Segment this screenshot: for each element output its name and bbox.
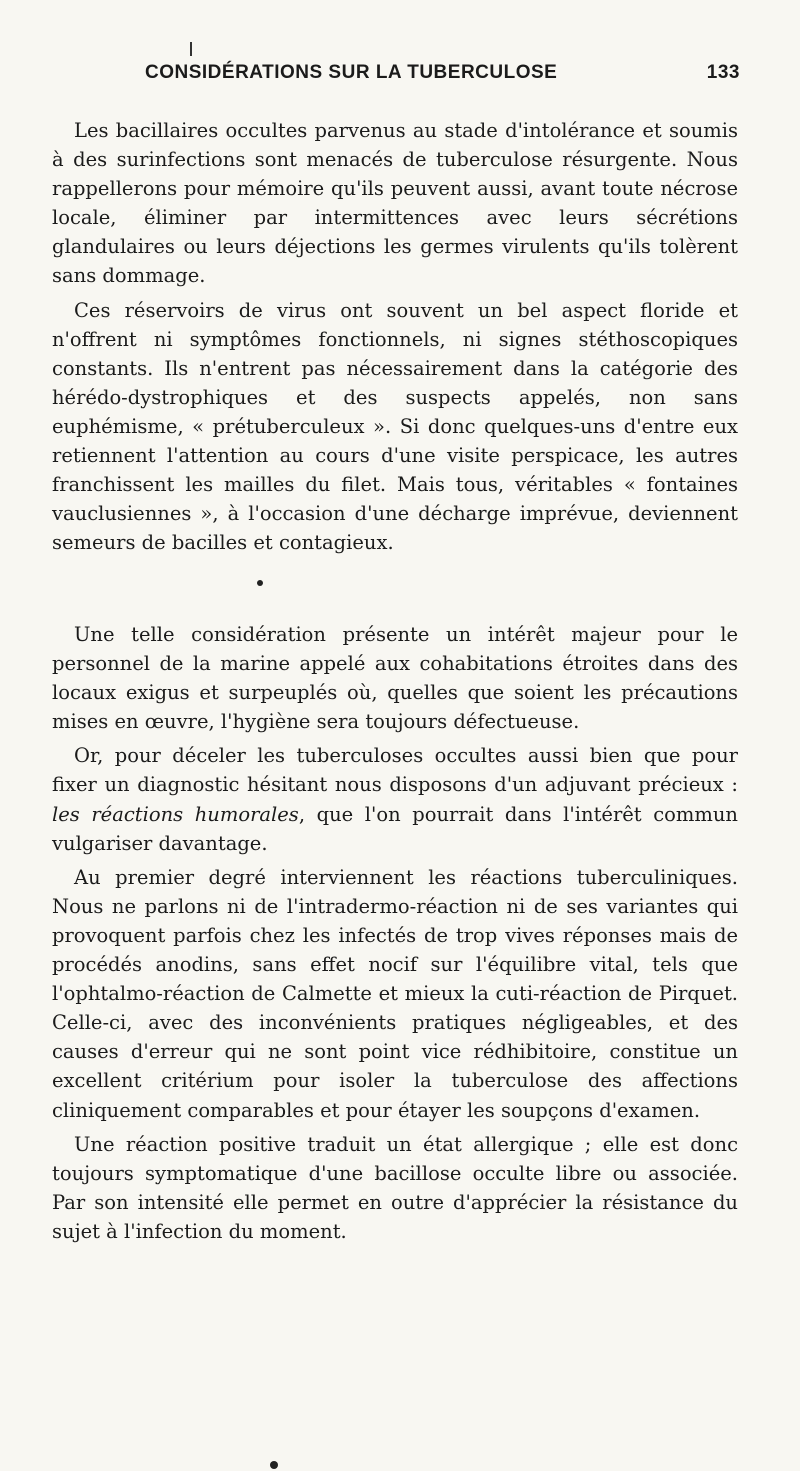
paragraph-1: Les bacillaires occultes parvenus au stade d'intolérance et soumis à des surinfections sont menacés de tuberculose résurgente. Nous rappellerons pour mémoire qu'ils peuvent aussi, avant toute nécrose locale, éliminer par intermittences avec leurs sécrétions glandulaires ou leurs déjections les germes virulents qu'ils tolèrent sans dommage. — [52, 119, 738, 288]
paragraph-6: Une réaction positive traduit un état allergique ; elle est donc toujours symptomatique d'une bacillose occulte libre ou associée. Par son intensité elle permet en outre d'apprécier la résistance du sujet à l'infection du moment. — [52, 1132, 738, 1243]
page-number: 133 — [706, 62, 740, 83]
text-block-upper — [52, 116, 738, 557]
section-separator-dot — [257, 580, 263, 586]
paragraph-2: Ces réservoirs de virus ont souvent un bel aspect floride et n'offrent ni symptômes fonctionnels, ni signes stéthoscopiques constants. Ils n'entrent pas nécessairement dans la catégorie des hérédo-dystrophiques et des suspects appelés, non sans euphémisme, « prétuberculeux ». Si donc quelques-uns d'entre eux retiennent l'attention au cours d'une visite perspicace, les autres franchissent les mailles du filet. Mais tous, véritables « fontaines vauclusiennes », à l'occasion d'une décharge imprévue, deviennent semeurs de bacilles et contagieux. — [52, 298, 738, 555]
paragraph-4: Or, pour déceler les tuberculoses occultes aussi bien que pour fixer un diagnostic hésitant nous disposons d'un adjuvant précieux : les réactions humorales, que l'on pourrait dans l'intérêt commun vulgariser davantage. — [52, 744, 738, 855]
print-mark — [190, 42, 192, 56]
italic-phrase: les réactions humorales — [52, 802, 299, 826]
bottom-mark-dot — [270, 1461, 278, 1469]
running-title: CONSIDÉRATIONS SUR LA TUBERCULOSE — [145, 62, 558, 83]
paragraph-5: Au premier degré interviennent les réactions tuberculiniques. Nous ne parlons ni de l'intradermo-réaction ni de ses variantes qui provoquent parfois chez les infectés de trop vives réponses mais de procédés anodins, sans effet nocif sur l'équilibre vital, tels que l'ophtalmo-réaction de Calmette et mieux la cuti-réaction de Pirquet. Celle-ci, avec des inconvénients pratiques négligeables, et des causes d'erreur qui ne sont point vice rédhibitoire, constitue un excellent critérium pour isoler la tuberculose des affections cliniquement comparables et pour étayer les soupçons d'examen. — [52, 865, 738, 1122]
text-block-lower — [52, 620, 738, 1246]
paragraph-3: Une telle considération présente un intérêt majeur pour le personnel de la marine appelé aux cohabitations étroites dans des locaux exigus et surpeuplés où, quelles que soient les précautions mises en œuvre, l'hygiène sera toujours défectueuse. — [52, 623, 738, 734]
page-header — [145, 62, 740, 92]
